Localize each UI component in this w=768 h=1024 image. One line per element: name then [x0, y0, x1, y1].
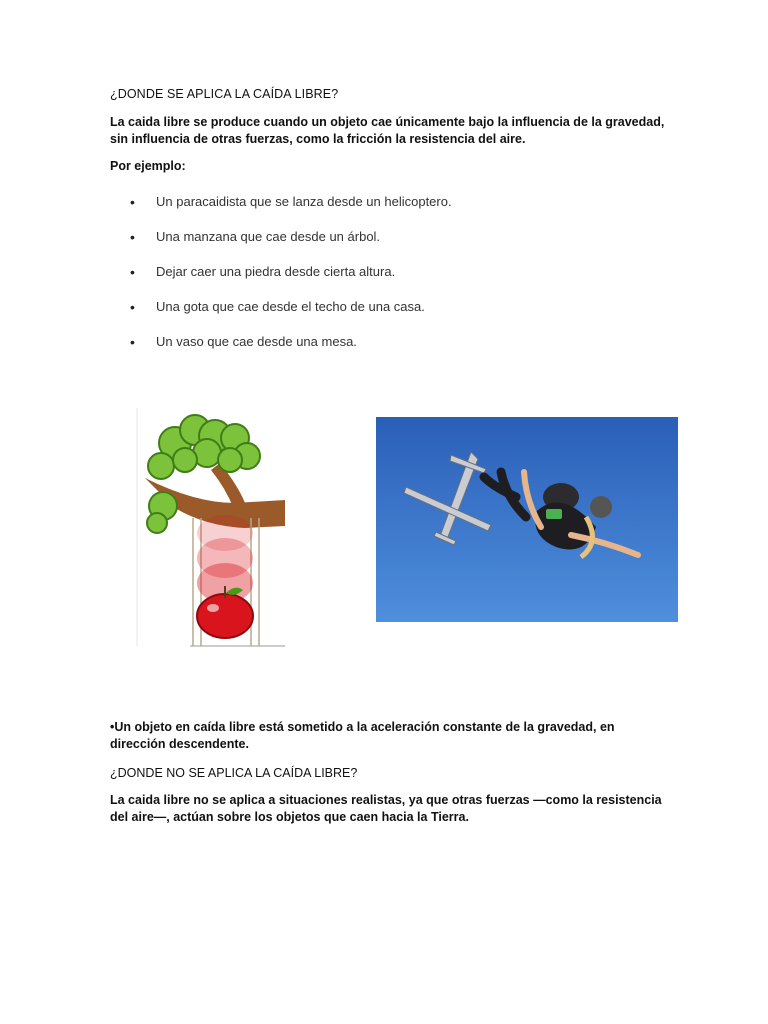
falling-apple-illustration — [135, 408, 287, 650]
list-item-text: Dejar caer una piedra desde cierta altura. — [156, 264, 396, 279]
example-label: Por ejemplo: — [110, 159, 186, 173]
list-item — [130, 298, 630, 333]
skydiver-photo — [376, 417, 678, 622]
examples-list — [130, 193, 630, 368]
list-item — [130, 263, 630, 298]
list-item — [130, 193, 630, 228]
list-item-text: Una gota que cae desde el techo de una casa. — [156, 299, 425, 314]
list-item-text: Un vaso que cae desde una mesa. — [156, 334, 357, 349]
bullet: • — [130, 194, 135, 210]
list-item — [130, 333, 630, 368]
heading-donde-se-aplica: ¿DONDE SE APLICA LA CAÍDA LIBRE? — [110, 87, 339, 101]
list-item-text: Un paracaidista que se lanza desde un helicoptero. — [156, 194, 452, 209]
bullet: • — [130, 229, 135, 245]
list-item — [130, 228, 630, 263]
bullet: • — [130, 264, 135, 280]
acceleration-note: •Un objeto en caída libre está sometido a la aceleración constante de la gravedad, en dirección descendente. — [110, 720, 615, 751]
bullet: • — [130, 334, 135, 350]
intro-paragraph: La caida libre se produce cuando un objeto cae únicamente bajo la influencia de la gravedad, sin influencia de otras fuerzas, como la fricción la resistencia del aire. — [110, 115, 665, 146]
closing-paragraph: La caida libre no se aplica a situaciones realistas, ya que otras fuerzas —como la resistencia del aire—, actúan sobre los objetos que caen hacia la Tierra. — [110, 793, 662, 824]
heading-donde-no-se-aplica: ¿DONDE NO SE APLICA LA CAÍDA LIBRE? — [110, 766, 358, 780]
bullet: • — [130, 299, 135, 315]
list-item-text: Una manzana que cae desde un árbol. — [156, 229, 381, 244]
